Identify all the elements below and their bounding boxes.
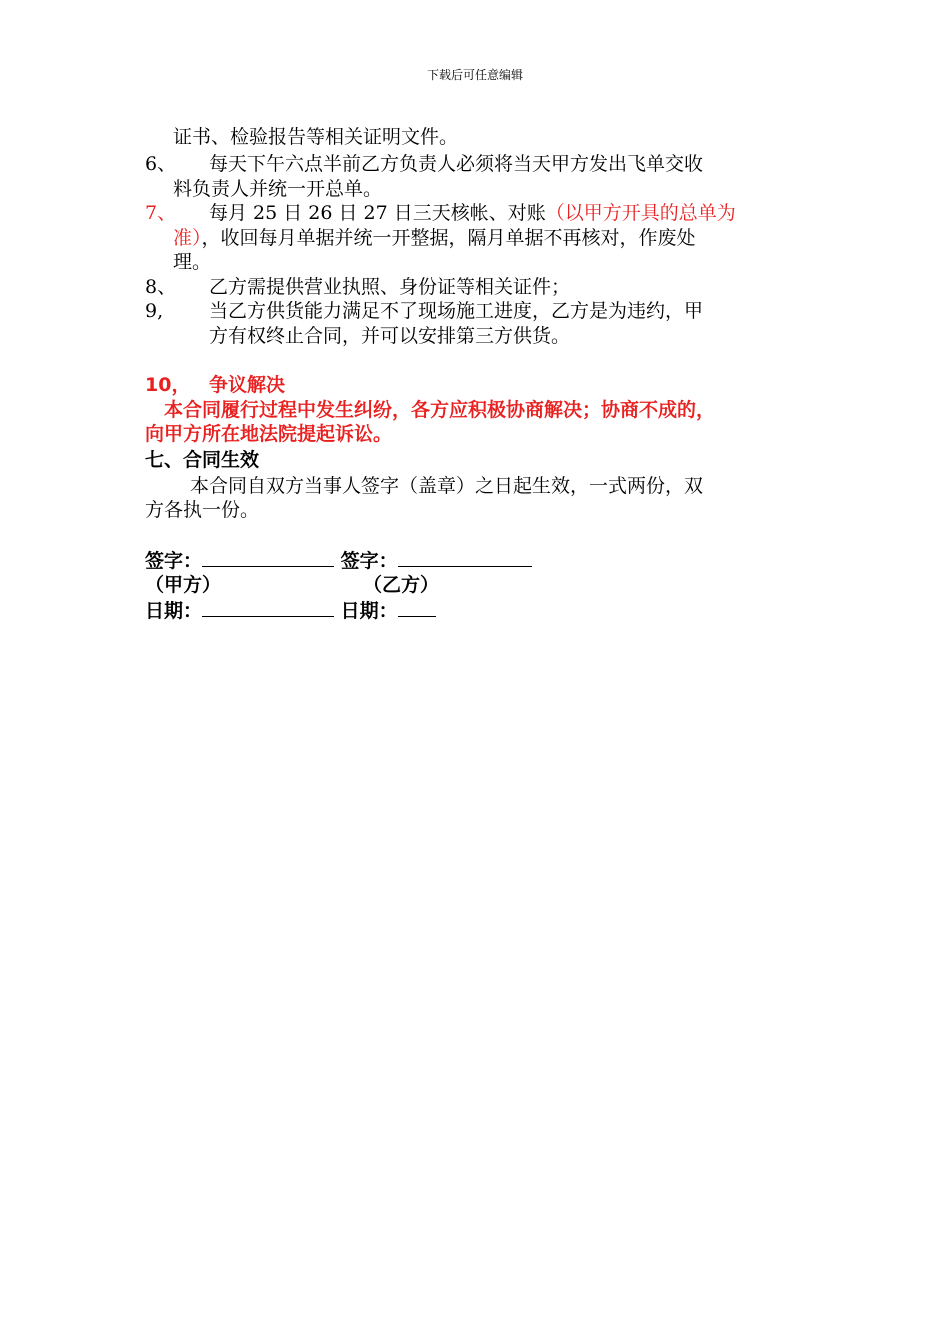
item-6-number: 6、 [145,153,177,175]
item-7-number: 7、 [145,202,177,224]
item-8-line [145,275,570,299]
item-10-text-2: 向甲方所在地法院提起诉讼。 [145,423,393,445]
signature-row [145,548,532,573]
item-10-heading [145,373,285,397]
item-9-line-1 [145,299,703,323]
date-row [145,598,436,623]
item-7-line-1 [145,201,736,225]
item-8-number: 8、 [145,276,177,298]
continued-text: 证书、检验报告等相关证明文件。 [173,126,459,148]
item-8-text: 乙方需提供营业执照、身份证等相关证件； [209,276,571,298]
section-7-text-1: 本合同自双方当事人签字（盖章）之日起生效，一式两份，双 [190,475,704,497]
item-6-text-1: 每天下午六点半前乙方负责人必须将当天甲方发出飞单交收 [209,153,704,175]
item-7-text-1a: 每月 25 日 26 日 27 日三天核帐、对账 [209,202,546,224]
item-9-text-2: 方有权终止合同，并可以安排第三方供货。 [209,325,571,347]
date-line-a [202,598,334,617]
item-6-text-2: 料负责人并统一开总单。 [173,178,383,200]
item-7-text-2b: ，收回每月单据并统一开整据，隔月单据不再核对，作废处 [201,227,696,249]
date-label-a: 日期： [145,600,203,622]
section-7-text-2: 方各执一份。 [145,499,260,521]
item-10-text-1: 本合同履行过程中发生纠纷，各方应积极协商解决；协商不成的， [164,399,716,421]
party-b-label: （乙方） [363,574,440,596]
item-7-line-2 [173,226,696,250]
item-6-line-1 [145,152,703,176]
item-9-number: 9, [145,300,164,322]
date-label-b: 日期： [340,600,398,622]
item-10-title: 争议解决 [209,374,286,396]
sign-line-a [202,548,334,567]
item-7-text-2a: 准） [173,227,202,249]
sign-label-a: 签字： [145,550,203,572]
page-header: 下载后可任意编辑 [426,68,523,82]
sign-label-b: 签字： [340,550,398,572]
date-line-b [398,598,436,617]
section-7-title: 七、合同生效 [145,449,260,471]
item-7-text-1b: （以甲方开具的总单为 [545,202,736,224]
party-a-label: （甲方） [145,574,222,596]
sign-line-b [398,548,532,567]
item-9-text-1: 当乙方供货能力满足不了现场施工进度，乙方是为违约，甲 [209,300,704,322]
item-10-number: 10， [145,374,191,396]
item-7-text-3: 理。 [173,251,212,273]
